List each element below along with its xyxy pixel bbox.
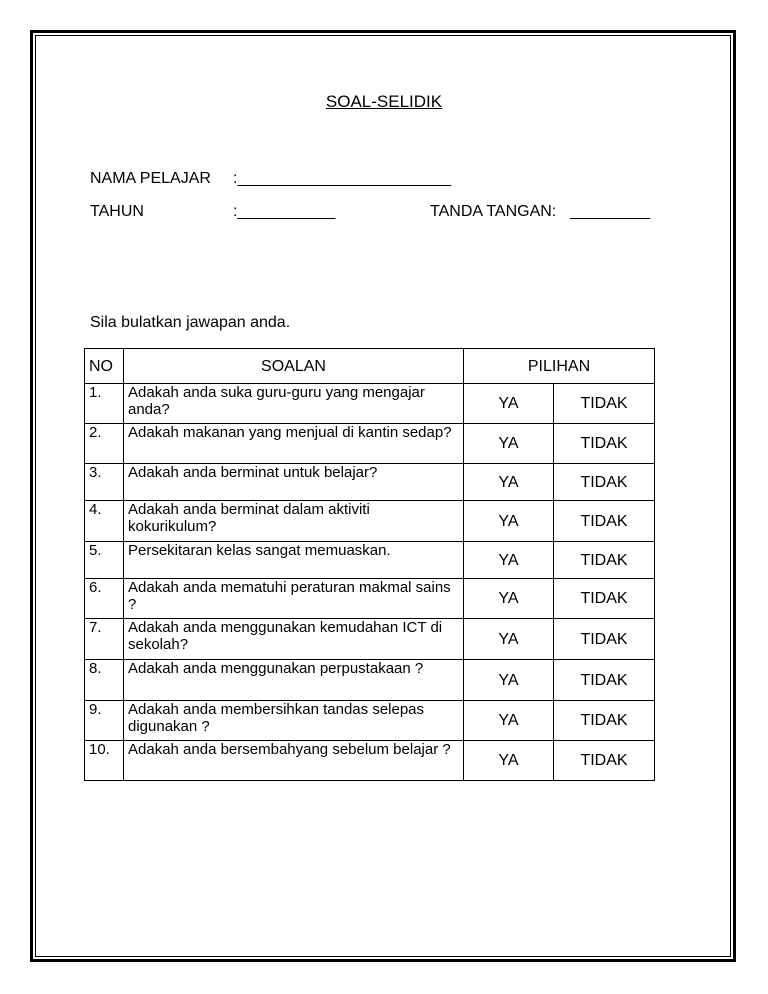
question-text: Adakah anda berminat untuk belajar?: [124, 464, 464, 501]
tahun-label: TAHUN: [90, 203, 144, 220]
option-ya[interactable]: YA: [464, 619, 554, 660]
nama-pelajar-blank[interactable]: :________________________: [233, 170, 452, 187]
option-tidak[interactable]: TIDAK: [554, 424, 655, 464]
question-text: Adakah anda suka guru-guru yang mengajar anda?: [124, 384, 464, 424]
table-row: [85, 701, 655, 741]
header-soalan: SOALAN: [124, 349, 464, 384]
table-row: [85, 619, 655, 660]
header-pilihan: PILIHAN: [464, 349, 655, 384]
tanda-tangan-label: TANDA TANGAN:: [430, 203, 557, 220]
option-ya[interactable]: YA: [464, 424, 554, 464]
question-number: 10.: [85, 741, 124, 781]
table-row: [85, 660, 655, 701]
question-number: 7.: [85, 619, 124, 660]
option-tidak[interactable]: TIDAK: [554, 464, 655, 501]
option-ya[interactable]: YA: [464, 384, 554, 424]
table-row: [85, 424, 655, 464]
option-tidak[interactable]: TIDAK: [554, 619, 655, 660]
table-row: [85, 384, 655, 424]
question-text: Adakah anda berminat dalam aktiviti kokurikulum?: [124, 501, 464, 542]
header-no: NO: [85, 349, 124, 384]
question-number: 2.: [85, 424, 124, 464]
question-text: Adakah anda menggunakan perpustakaan ?: [124, 660, 464, 701]
question-text: Persekitaran kelas sangat memuaskan.: [124, 542, 464, 579]
question-number: 4.: [85, 501, 124, 542]
option-tidak[interactable]: TIDAK: [554, 660, 655, 701]
option-ya[interactable]: YA: [464, 542, 554, 579]
question-text: Adakah anda bersembahyang sebelum belajar ?: [124, 741, 464, 781]
table-row: [85, 501, 655, 542]
option-tidak[interactable]: TIDAK: [554, 701, 655, 741]
table-row: [85, 464, 655, 501]
instruction-text: Sila bulatkan jawapan anda.: [90, 314, 291, 331]
question-number: 3.: [85, 464, 124, 501]
questionnaire-table: [84, 348, 655, 781]
option-ya[interactable]: YA: [464, 464, 554, 501]
option-ya[interactable]: YA: [464, 660, 554, 701]
option-tidak[interactable]: TIDAK: [554, 542, 655, 579]
question-number: 6.: [85, 579, 124, 619]
question-number: 1.: [85, 384, 124, 424]
table-row: [85, 741, 655, 781]
option-tidak[interactable]: TIDAK: [554, 579, 655, 619]
option-ya[interactable]: YA: [464, 501, 554, 542]
option-tidak[interactable]: TIDAK: [554, 501, 655, 542]
option-ya[interactable]: YA: [464, 741, 554, 781]
question-number: 8.: [85, 660, 124, 701]
nama-pelajar-label: NAMA PELAJAR: [90, 170, 211, 187]
question-text: Adakah makanan yang menjual di kantin sedap?: [124, 424, 464, 464]
option-tidak[interactable]: TIDAK: [554, 384, 655, 424]
option-ya[interactable]: YA: [464, 701, 554, 741]
question-text: Adakah anda mematuhi peraturan makmal sains ?: [124, 579, 464, 619]
option-tidak[interactable]: TIDAK: [554, 741, 655, 781]
question-text: Adakah anda menggunakan kemudahan ICT di sekolah?: [124, 619, 464, 660]
option-ya[interactable]: YA: [464, 579, 554, 619]
tanda-tangan-blank[interactable]: _________: [570, 203, 651, 220]
tahun-blank[interactable]: :___________: [233, 203, 336, 220]
question-number: 9.: [85, 701, 124, 741]
question-text: Adakah anda membersihkan tandas selepas digunakan ?: [124, 701, 464, 741]
table-row: [85, 579, 655, 619]
table-header-row: [85, 349, 655, 384]
document-title: SOAL-SELIDIK: [325, 92, 443, 111]
question-number: 5.: [85, 542, 124, 579]
table-row: [85, 542, 655, 579]
